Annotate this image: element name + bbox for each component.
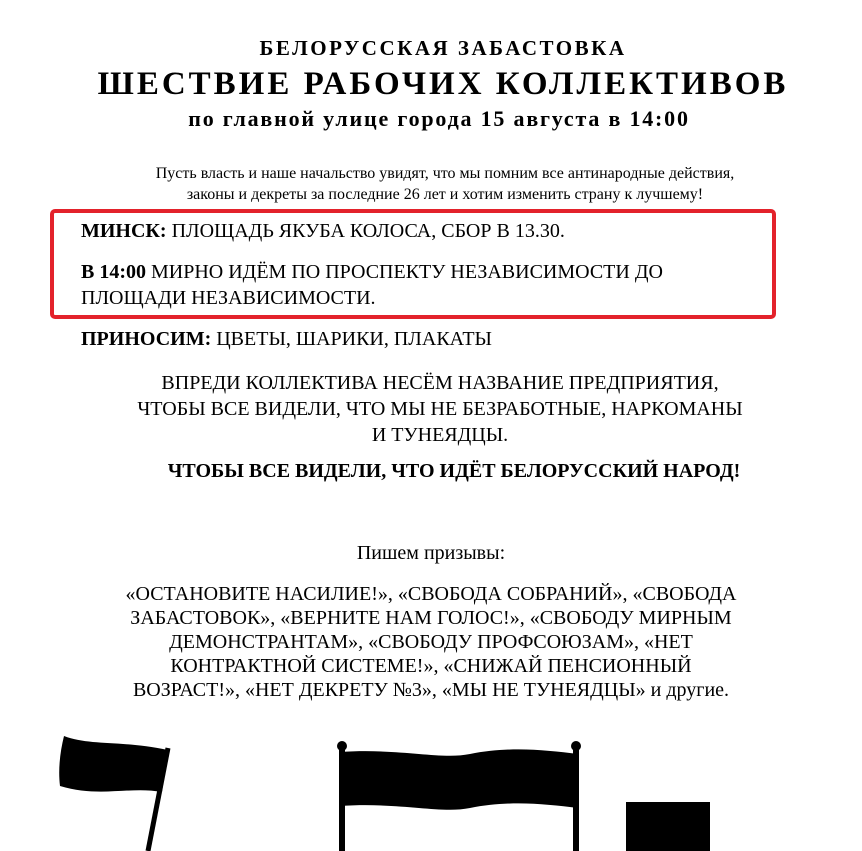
intro-paragraph xyxy=(60,163,830,205)
waving-flag-icon xyxy=(59,736,168,851)
banner-note-line: И ТУНЕЯДЦЫ. xyxy=(371,424,509,446)
page-title: ШЕСТВИЕ РАБОЧИХ КОЛЛЕКТИВОВ xyxy=(97,66,789,102)
route-text: МИРНО ИДЁМ ПО ПРОСПЕКТУ НЕЗАВИСИМОСТИ ДО xyxy=(146,261,663,283)
calls-line: «ОСТАНОВИТЕ НАСИЛИЕ!», «СВОБОДА СОБРАНИЙ», «СВОБОДА xyxy=(125,583,737,605)
minsk-route-line-2: ПЛОЩАДИ НЕЗАВИСИМОСТИ. xyxy=(81,287,376,309)
calls-line: ЗАБАСТОВОК», «ВЕРНИТЕ НАМ ГОЛОС!», «СВОБОДУ МИРНЫМ xyxy=(130,607,732,629)
banner-note-line: ЧТОБЫ ВСЕ ВИДЕЛИ, ЧТО МЫ НЕ БЕЗРАБОТНЫЕ, НАРКОМАНЫ xyxy=(137,398,743,420)
minsk-route-line xyxy=(81,261,663,284)
calls-line: ВОЗРАСТ!», «НЕТ ДЕКРЕТУ №3», «МЫ НЕ ТУНЕЯДЦЫ» и другие. xyxy=(132,679,730,701)
bring-line xyxy=(81,328,492,351)
slogan: ЧТОБЫ ВСЕ ВИДЕЛИ, ЧТО ИДЁТ БЕЛОРУССКИЙ НАРОД! xyxy=(167,460,741,482)
page-subtitle: по главной улице города 15 августа в 14:00 xyxy=(188,106,690,131)
banner-note-line: ВПРЕДИ КОЛЛЕКТИВА НЕСЁМ НАЗВАНИЕ ПРЕДПРИЯТИЯ, xyxy=(161,372,719,394)
calls-list xyxy=(40,582,822,702)
time-label: В 14:00 xyxy=(81,261,146,283)
calls-line: ДЕМОНСТРАНТАМ», «СВОБОДУ ПРОФСОЮЗАМ», «НЕТ xyxy=(169,631,693,653)
placard-icon xyxy=(626,802,710,851)
banner-note xyxy=(50,370,830,448)
banner-icon xyxy=(337,741,581,851)
minsk-label: МИНСК: xyxy=(81,220,167,242)
bring-label: ПРИНОСИМ: xyxy=(81,328,212,350)
header-kicker: БЕЛОРУССКАЯ ЗАБАСТОВКА xyxy=(259,36,627,60)
intro-line: Пусть власть и наше начальство увидят, что мы помним все антинародные действия, xyxy=(155,165,735,182)
calls-line: КОНТРАКТНОЙ СИСТЕМЕ!», «СНИЖАЙ ПЕНСИОННЫЙ xyxy=(170,655,692,677)
intro-line: законы и декреты за последние 26 лет и хотим изменить страну к лучшему! xyxy=(186,186,704,203)
bring-items: ЦВЕТЫ, ШАРИКИ, ПЛАКАТЫ xyxy=(211,328,492,350)
calls-title: Пишем призывы: xyxy=(356,542,506,564)
minsk-gathering-line xyxy=(81,220,565,243)
minsk-place: ПЛОЩАДЬ ЯКУБА КОЛОСА, СБОР В 13.30. xyxy=(166,220,565,242)
flags-illustration xyxy=(0,700,862,851)
